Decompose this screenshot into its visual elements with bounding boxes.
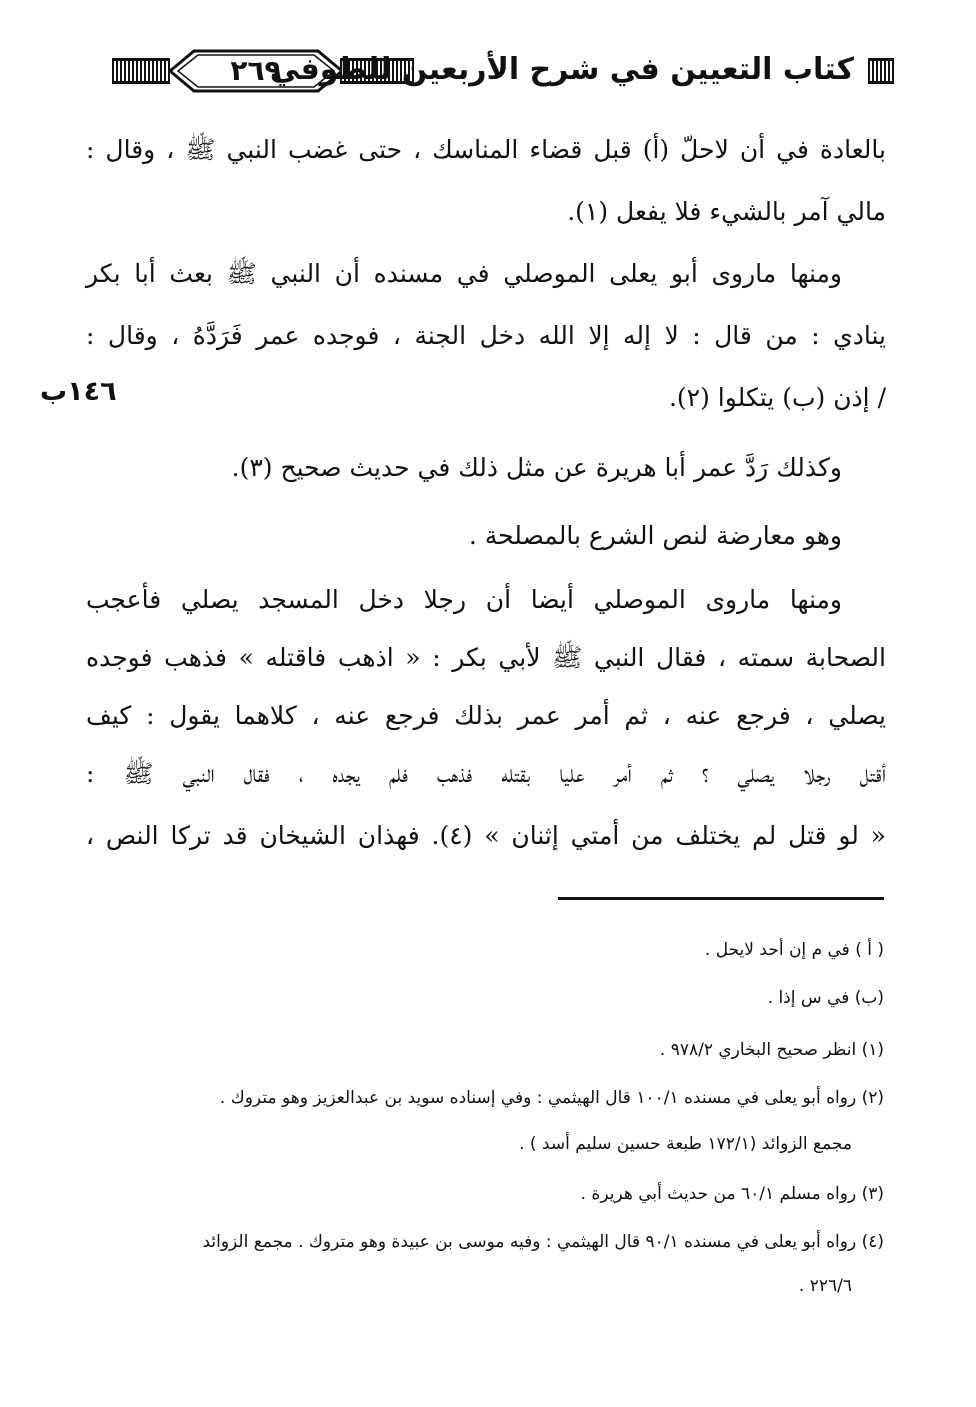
footnote-2: (٢) رواه أبو يعلى في مسنده ١٠٠/١ قال الهيثمي : وفي إسناده سويد بن عبدالعزيز وهو متروك .	[219, 1088, 884, 1108]
body-line-6: وكذلك رَدَّ عمر أبا هريرة عن مثل ذلك في حديث صحيح (٣).	[231, 453, 842, 482]
footnote-4: (٤) رواه أبو يعلى في مسنده ٩٠/١ قال الهيثمي : وفيه موسى بن عبيدة وهو متروك . مجمع الزوائد	[202, 1232, 884, 1252]
footnote-b: (ب) في س إذا .	[767, 988, 884, 1008]
body-line-1: بالعادة في أن لاحلّ (أ) قبل قضاء المناسك ، حتى غضب النبي ﷺ ، وقال :	[86, 135, 886, 164]
page-number: ٢٦٩	[230, 54, 282, 87]
body-line-12: « لو قتل لم يختلف من أمتي إثنان » (٤). فهذان الشيخان قد تركا النص ،	[86, 821, 886, 850]
footnote-2-cont: مجمع الزوائد (١٧٢/١ طبعة حسين سليم أسد ) .	[519, 1134, 852, 1154]
body-line-5: / إذن (ب) يتكلوا (٢).	[668, 383, 886, 412]
footnote-4-cont: ٢٢٦/٦ .	[798, 1276, 852, 1296]
footnote-3: (٣) رواه مسلم ٦٠/١ من حديث أبي هريرة .	[580, 1184, 884, 1204]
body-line-10: يصلي ، فرجع عنه ، ثم أمر عمر بذلك فرجع عنه ، كلاهما يقول : كيف	[86, 701, 886, 730]
footnote-1: (١) انظر صحيح البخاري ٩٧٨/٢ .	[659, 1040, 884, 1060]
body-line-9: الصحابة سمته ، فقال النبي ﷺ لأبي بكر : « اذهب فاقتله » فذهب فوجده	[86, 643, 886, 672]
body-line-4: ينادي : من قال : لا إله إلا الله دخل الجنة ، فوجده عمر فَرَدَّهُ ، وقال :	[86, 321, 886, 350]
body-line-2: مالي آمر بالشيء فلا يفعل (١).	[567, 197, 886, 226]
body-line-11: أقتل رجلا يصلي ؟ ثم أمر عليا بقتله فذهب فلم يجده ، فقال النبي ﷺ :	[86, 759, 886, 788]
body-line-7: وهو معارضة لنص الشرع بالمصلحة .	[468, 521, 842, 550]
footnote-a: ( أ ) في م إن أحد لايحل .	[704, 940, 884, 960]
folio-margin-note: ١٤٦ب	[40, 376, 117, 407]
body-line-8: ومنها ماروى الموصلي أيضا أن رجلا دخل المسجد يصلي فأعجب	[86, 585, 842, 614]
running-title: كتاب التعيين في شرح الأربعين للطوفي	[269, 52, 854, 87]
page-header	[112, 40, 894, 104]
header-ornament-right	[868, 58, 894, 84]
body-line-3: ومنها ماروى أبو يعلى الموصلي في مسنده أن النبي ﷺ بعث أبا بكر	[86, 259, 842, 288]
footnote-separator	[558, 897, 884, 900]
